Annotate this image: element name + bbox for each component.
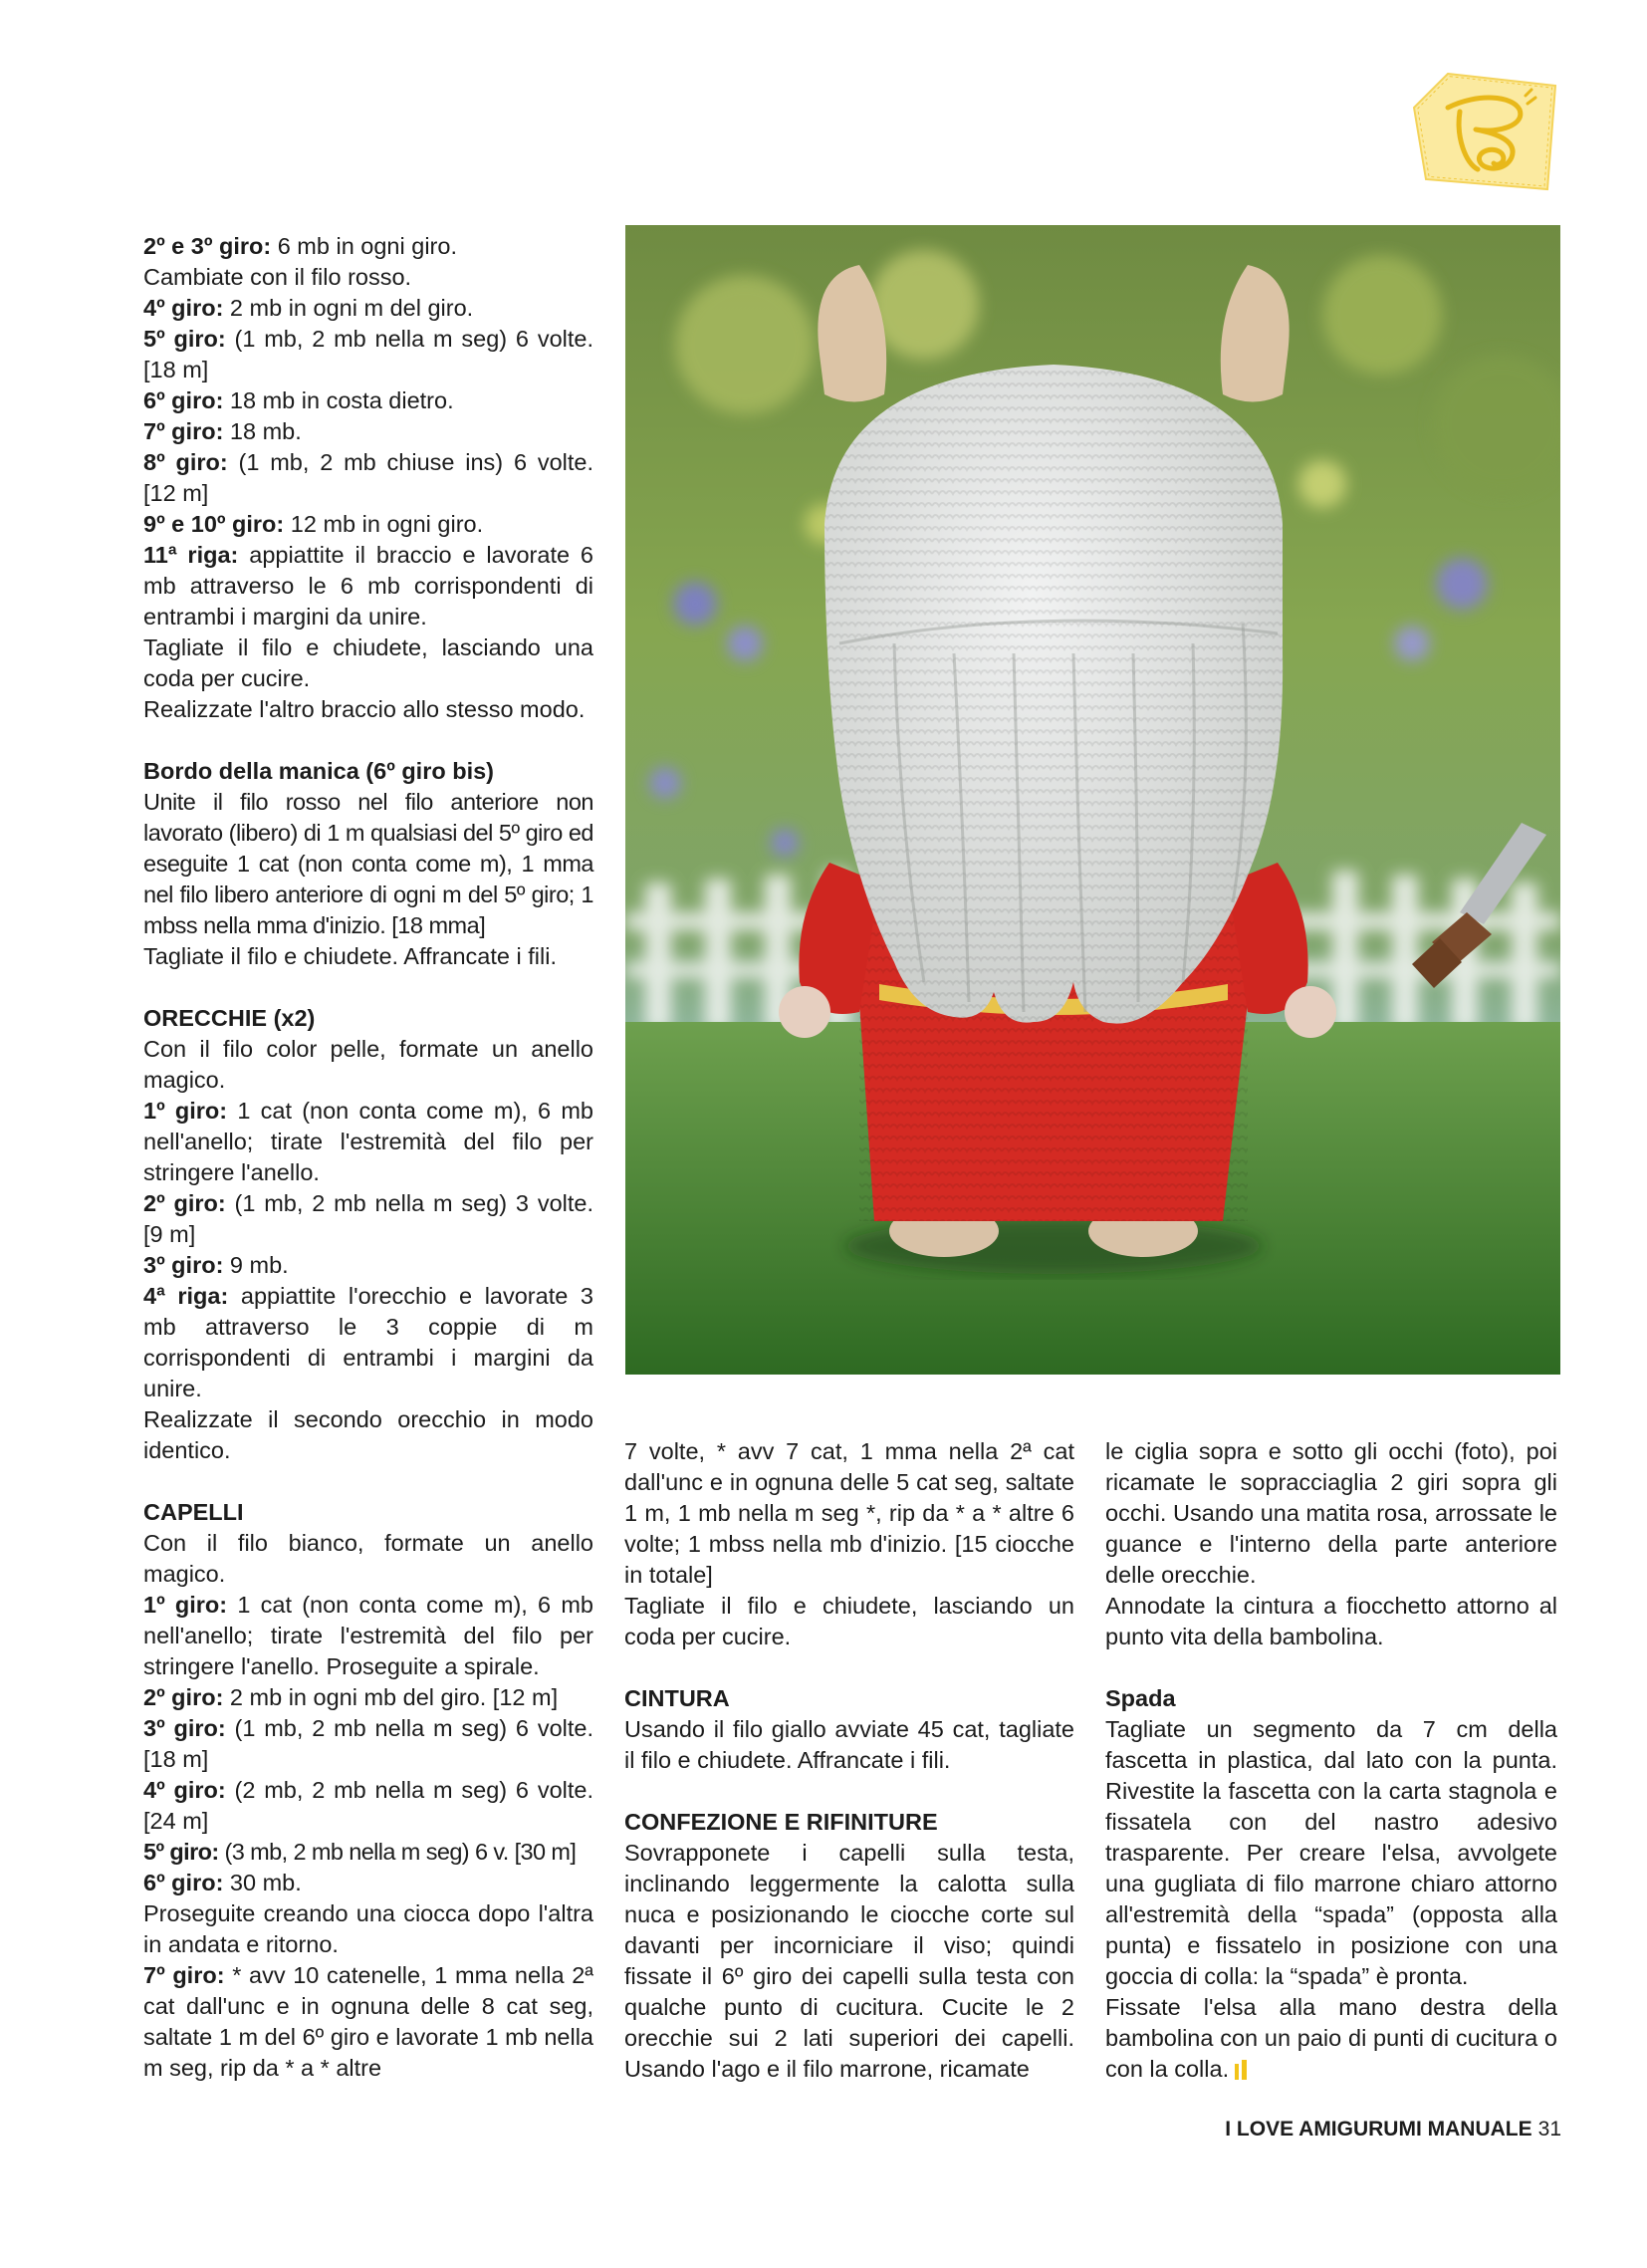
heading-assembly: CONFEZIONE E RIFINITURE [624,1809,938,1835]
text-column-left [143,231,593,2084]
cut-thread-line: Tagliate il filo e chiudete, lasciando una coda per cucire. [143,634,593,691]
change-color-line: Cambiate con il filo rosso. [143,264,412,290]
finishing-face-text: le ciglia sopra e sotto gli occhi (foto), poi ricamate le sopracciaglia 2 giri sopra gli occhi. Usando una matita rosa, arrossate le guance e l'interno della parte anteriore delle orecchie. [1105,1438,1557,1588]
assembly-text: Sovrapponete i capelli sulla testa, inclinando leggermente la calotta sulla nuca e posizionando le ciocche corte sul davanti per incorniciare il viso; quindi fissate il 6º giro dei capelli sulla testa con qualche punto di cucitura. Cucite le 2 orecchie sui 2 lati superiori dei capelli. Usando l'ago e il filo marrone, ricamate [624,1840,1074,2082]
magazine-title: I LOVE AMIGURUMI MANUALE [1225,2118,1532,2141]
amigurumi-photo [625,225,1560,1375]
hair-round-7: 7º giro: * avv 10 catenelle, 1 mma nella 2ª cat dall'unc e in ognuna delle 8 cat seg, saltate 1 m del 6º giro e lavorate 1 mb nella m seg, rip da * a * altre [143,1962,593,2081]
page-number: 31 [1537,2118,1561,2141]
page-footer [1225,2115,1561,2144]
hair-round-2: 2º giro: 2 mb in ogni mb del giro. [12 m] [143,1684,559,1710]
sword-attach-text: Fissate l'elsa alla mano destra della bambolina con un paio di punti di cucitura o con la colla. [1105,1994,1557,2082]
ears-intro: Con il filo color pelle, formate un anello magico. [143,1036,593,1093]
heading-belt: CINTURA [624,1685,730,1711]
hair-round-7-continued: 7 volte, * avv 7 cat, 1 mma nella 2ª cat dall'unc e in ognuna delle 5 cat seg, saltate 1 m, 1 mb nella m seg *, rip da * a * altre 6 volte; 1 mbss nella mb d'inizio. [15 ciocche in totale] [624,1438,1074,1588]
hair-round-3: 3º giro: (1 mb, 2 mb nella m seg) 6 volte. [18 m] [143,1715,593,1772]
hair-round-6: 6º giro: 30 mb. [143,1870,302,1895]
heading-sleeve-edge: Bordo della manica (6º giro bis) [143,758,495,784]
sword-text: Tagliate un segmento da 7 cm della fascetta in plastica, dal lato con la punta. Rivestite la fascetta con la carta stagnola e fissatela con del nastro adesivo trasparente. Per creare l'elsa, avvolgete una gugliata di filo marrone chiaro attorno all'estremità della “spada” (opposta alla punta) e fissatelo in posizione con una goccia di colla: la “spada” è pronta. [1105,1716,1557,1989]
hair-finish: Tagliate il filo e chiudete, lasciando un coda per cucire. [624,1593,1074,1649]
hair-round-4: 4º giro: (2 mb, 2 mb nella m seg) 6 volte. [24 m] [143,1777,593,1834]
other-arm-line: Realizzate l'altro braccio allo stesso modo. [143,696,586,722]
row-round-6: 6º giro: 18 mb in costa dietro. [143,387,454,413]
heading-ears: ORECCHIE (x2) [143,1005,316,1031]
text-column-middle [624,1436,1074,2085]
ears-second: Realizzate il secondo orecchio in modo identico. [143,1406,593,1463]
magazine-logo-icon [1408,68,1559,195]
row-round-7: 7º giro: 18 mb. [143,418,302,444]
row-rounds-9-10: 9º e 10º giro: 12 mb in ogni giro. [143,511,484,537]
row-row-11: 11ª riga: appiattite il braccio e lavorate 6 mb attraverso le 6 mb corrispondenti di entrambi i margini da unire. [143,542,593,630]
sleeve-edge-text: Unite il filo rosso nel filo anteriore non lavorato (libero) di 1 m qualsiasi del 5º giro ed eseguite 1 cat (non conta come m), 1 mma nel filo libero anteriore di ogni m del 5º giro; 1 mbss nella mma d'inizio. [18 mma] [143,789,593,938]
ears-round-3: 3º giro: 9 mb. [143,1252,289,1278]
heading-sword: Spada [1105,1685,1176,1711]
heading-hair: CAPELLI [143,1499,244,1525]
row-rounds-2-3: 2º e 3º giro: 6 mb in ogni giro. [143,233,457,259]
hair-intro: Con il filo bianco, formate un anello magico. [143,1530,593,1587]
hair-round-1: 1º giro: 1 cat (non conta come m), 6 mb nell'anello; tirate l'estremità del filo per stringere l'anello. Proseguite a spirale. [143,1592,593,1679]
hair-locks-intro: Proseguite creando una ciocca dopo l'altra in andata e ritorno. [143,1900,593,1957]
row-round-5: 5º giro: (1 mb, 2 mb nella m seg) 6 volte. [18 m] [143,326,593,382]
row-round-4: 4º giro: 2 mb in ogni m del giro. [143,295,474,321]
text-column-right [1105,1436,1557,2085]
belt-text: Usando il filo giallo avviate 45 cat, tagliate il filo e chiudete. Affrancate i fili. [624,1716,1074,1773]
ears-row-4: 4ª riga: appiattite l'orecchio e lavorate 3 mb attraverso le 3 coppie di m corrispondenti di entrambi i margini da unire. [143,1283,593,1401]
row-round-8: 8º giro: (1 mb, 2 mb chiuse ins) 6 volte. [12 m] [143,449,593,506]
hair-round-5: 5º giro: (3 mb, 2 mb nella m seg) 6 v. [30 m] [143,1839,577,1865]
sleeve-edge-finish: Tagliate il filo e chiudete. Affrancate i fili. [143,943,557,969]
finishing-belt-text: Annodate la cintura a fiocchetto attorno al punto vita della bambolina. [1105,1593,1557,1649]
ears-round-2: 2º giro: (1 mb, 2 mb nella m seg) 3 volte. [9 m] [143,1190,593,1247]
ears-round-1: 1º giro: 1 cat (non conta come m), 6 mb nell'anello; tirate l'estremità del filo per stringere l'anello. [143,1098,593,1185]
doll-back-view-illustration [625,225,1560,1375]
end-of-article-icon [1235,2060,1247,2080]
